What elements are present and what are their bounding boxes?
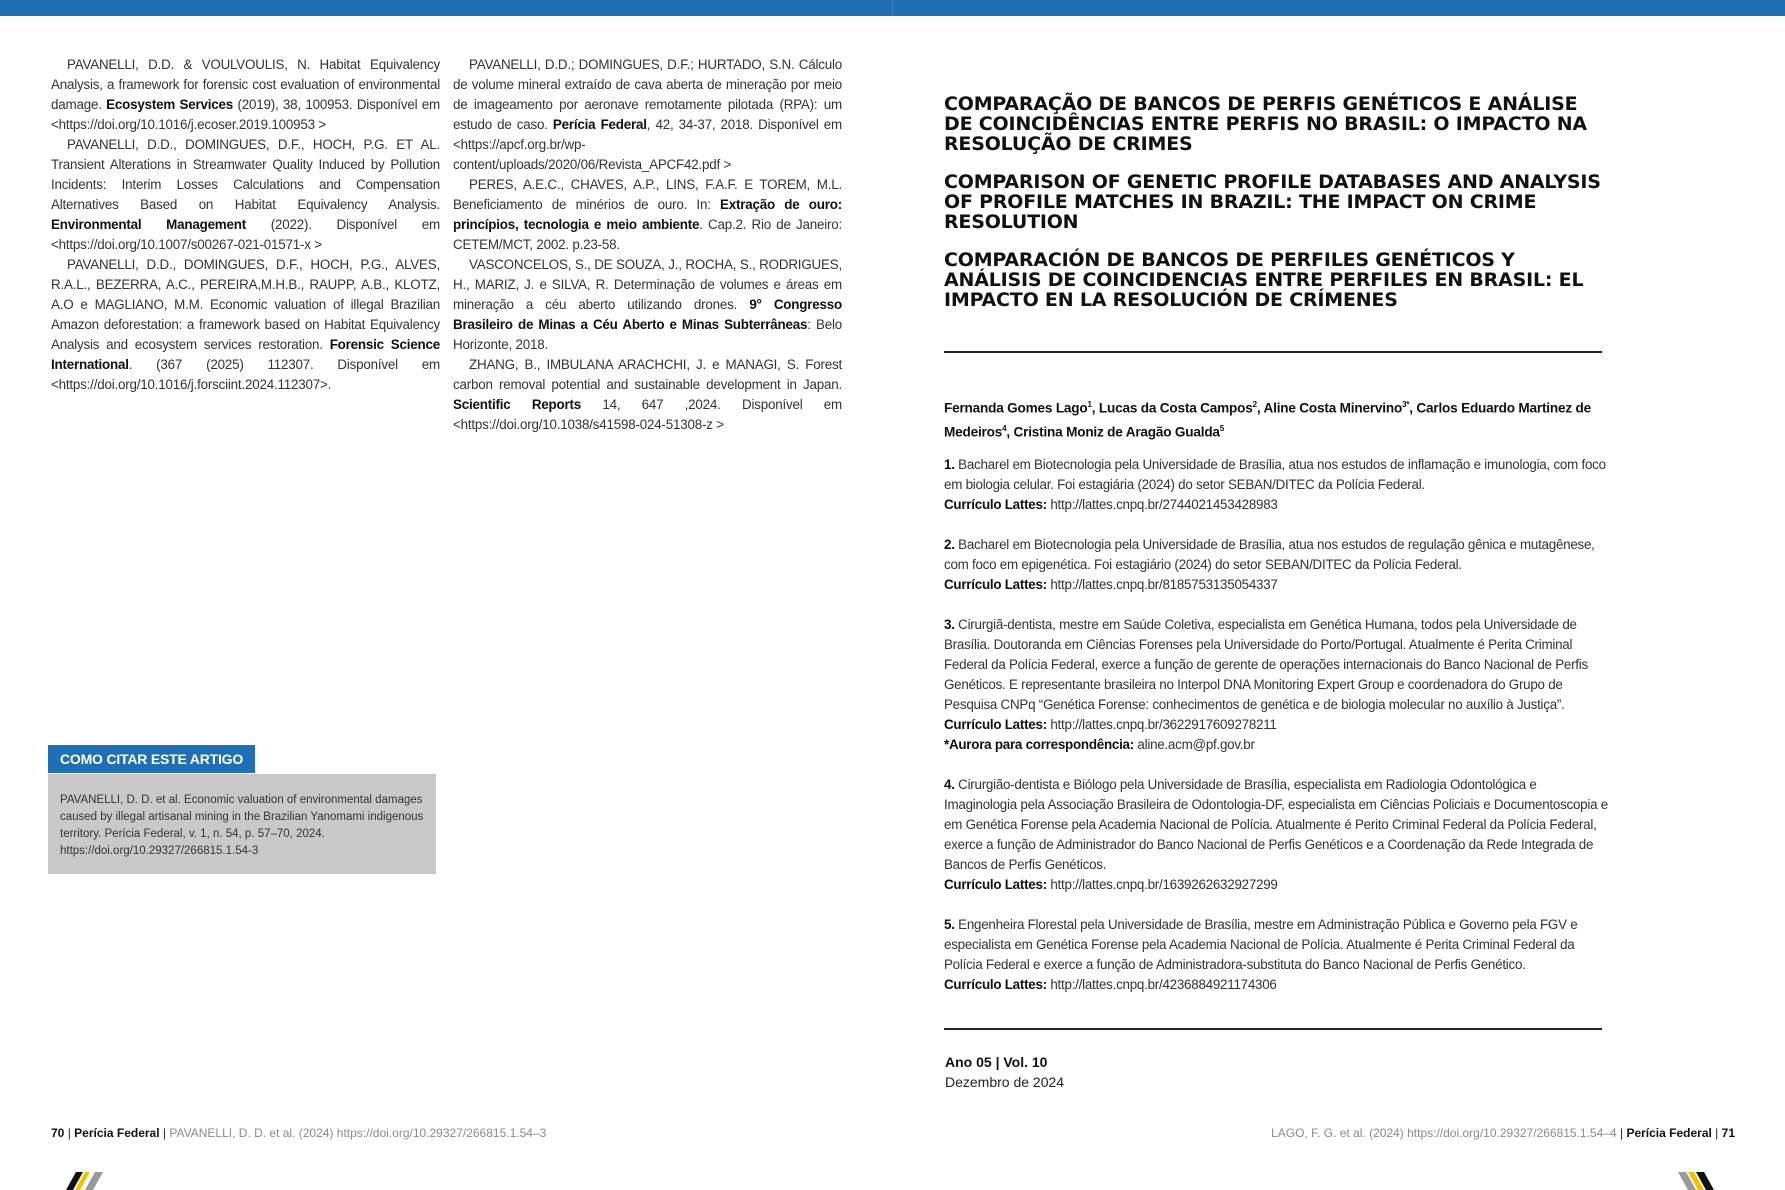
reference-entry: PAVANELLI, D.D.; DOMINGUES, D.F.; HURTADO, S.N. Cálculo de volume mineral extraído de cava aberta de mineração por meio de imageamento por aeronave remotamente pilotada (RPA): um estudo de caso. Perícia Federal, 42, 34-37, 2018. Disponível em <https://apcf.org.br/wp-content/uploads/2020/06/Revista_APCF42.pdf > [453, 57, 842, 172]
reference-entry: PAVANELLI, D.D., DOMINGUES, D.F., HOCH, P.G. ET AL. Transient Alterations in Streamwater Quality Induced by Pollution Incidents: Interim Losses Calculations and Compensation Alternatives Based on Habitat Equivalency Analysis. Environmental Management (2022). Disponível em <https://doi.org/10.1007/s00267-021-01571-x > [51, 137, 441, 252]
footer-separator: | [67, 1126, 71, 1140]
title-english: COMPARISON OF GENETIC PROFILE DATABASES AND ANALYSIS OF PROFILE MATCHES IN BRAZIL: THE IMPACT ON CRIME RESOLUTION [944, 171, 1601, 233]
footer-right [1271, 1126, 1735, 1140]
affiliation-5: 5. Engenheira Florestal pela Universidade de Brasília, mestre em Administração Pública e Governo pela FGV e especialista em Genética Forense pela Academia Nacional de Polícia. Atualmente é Perita Criminal Federal da Polícia Federal e exerce a função de Administradora-substituta do Banco Nacional de Perfis Genético. Currículo Lattes: http://lattes.cnpq.br/4236884921174306 [944, 917, 1578, 992]
page-number: 70 [51, 1126, 65, 1140]
affiliation-3: 3. Cirurgiã-dentista, mestre em Saúde Coletiva, especialista em Genética Humana, todos pela Universidade de Brasília. Doutoranda em Ciências Forenses pela Universidade do Porto/Portugal. Atualmente é Perita Criminal Federal da Polícia Federal, exerce a função de gerente de operações internacionais do Banco Nacional de Perfis Genéticos. E representante brasileira no Interpol DNA Monitoring Expert Group e coordenadora do Grupo de Pesquisa CNPq “Genética Forense: conhecimentos de genética e de biologia molecular no auxílio à Justiça”. Currículo Lattes: http://lattes.cnpq.br/3622917609278211 *Aurora para correspondência: aline.acm@pf.gov.br [944, 617, 1588, 752]
journal-name: Perícia Federal [74, 1126, 160, 1140]
stripes-logo-left [60, 1172, 114, 1190]
issue-volume: Ano 05 | Vol. 10 [945, 1054, 1048, 1070]
reference-entry: ZHANG, B., IMBULANA ARACHCHI, J. e MANAGI, S. Forest carbon removal potential and sustainable development in Japan. Scientific Reports 14, 647 ,2024. Disponível em <https://doi.org/10.1038/s41598-024-51308-z > [453, 357, 842, 432]
reference-entry: VASCONCELOS, S., DE SOUZA, J., ROCHA, S., RODRIGUES, H., MARIZ, J. e SILVA, R. Determinação de volumes e áreas em mineração a céu aberto utilizando drones. 9° Congresso Brasileiro de Minas a Céu Aberto e Minas Subterrâneas: Belo Horizonte, 2018. [453, 257, 842, 352]
cite-text: PAVANELLI, D. D. et al. Economic valuation of environmental damages caused by illegal artisanal mining in the Brazilian Yanomami indigenous territory. Perícia Federal, v. 1, n. 54, p. 57–70, 2024. https://doi.org/10.29327/266815.1.54-3 [48, 774, 436, 874]
divider-top [944, 351, 1602, 353]
author-name: Lucas da Costa Campos [1098, 400, 1253, 416]
title-spanish: COMPARACIÓN DE BANCOS DE PERFILES GENÉTICOS Y ANÁLISIS DE COINCIDENCIAS ENTRE PERFILES EN BRASIL: EL IMPACTO EN LA RESOLUCIÓN DE CRÍMENES [944, 249, 1584, 311]
author-name: Fernanda Gomes Lago [944, 400, 1088, 416]
top-color-bar [0, 0, 1785, 16]
reference-entry: PERES, A.E.C., CHAVES, A.P., LINS, F.A.F. E TOREM, M.L. Beneficiamento de minérios de ouro. In: Extração de ouro: princípios, tecnologia e meio ambiente. Cap.2. Rio de Janeiro: CETEM/MCT, 2002. p.23-58. [453, 177, 842, 252]
article-titles [944, 94, 1604, 328]
reference-entry: PAVANELLI, D.D., DOMINGUES, D.F., HOCH, P.G., ALVES, R.A.L., BEZERRA, A.C., PEREIRA,M.H.B., RAUPP, A.B., KLOTZ, A.O e MAGLIANO, M.M. Economic valuation of illegal Brazilian Amazon deforestation: a framework based on Habitat Equivalency Analysis and ecosystem services restoration. Forensic Science International. (367 (2025) 112307. Disponível em <https://doi.org/10.1016/j.forsciint.2024.112307>. [51, 257, 440, 392]
issue-info [945, 1052, 1064, 1092]
footer-left [51, 1126, 546, 1140]
email-link[interactable]: aline.acm@pf.gov.br [1133, 737, 1255, 752]
lattes-link[interactable]: http://lattes.cnpq.br/1639262632927299 [1046, 877, 1278, 892]
page-gutter [892, 0, 893, 16]
references-column-right [453, 55, 842, 435]
affiliation-2: 2. Bacharel em Biotecnologia pela Universidade de Brasília, atua nos estudos de regulação gênica e mutagênese, com foco em epigenética. Foi estagiário (2024) do setor SEBAN/DITEC da Polícia Federal. Currículo Lattes: http://lattes.cnpq.br/8185753135054337 [944, 537, 1595, 592]
affiliation-4: 4. Cirurgião-dentista e Biólogo pela Universidade de Brasília, especialista em Radiologia Odontológica e Imaginologia pela Associação Brasileira de Odontologia-DF, especialista em Ciências Policiais e Documentoscopia e em Genética Forense pela Academia Nacional de Polícia. Atualmente é Perito Criminal Federal da Polícia Federal, exerce a função de Administrador do Banco Nacional de Perfis Genéticos e a Coordenação da Rede Integrada de Bancos de Perfis Genéticos. Currículo Lattes: http://lattes.cnpq.br/1639262632927299 [944, 777, 1608, 892]
cite-heading: COMO CITAR ESTE ARTIGO [48, 745, 255, 773]
author-list: Fernanda Gomes Lago$^1$, Lucas da Costa Campos$^2$, Aline Costa Minervino$^{3*}$, Carlos Eduardo Martinez de Medeiros$^4$, Cristina Moniz de Aragão Gualda$^5$ [944, 400, 1591, 440]
author-name: Aline Costa Minervino [1263, 400, 1403, 416]
footer-separator: | [162, 1126, 167, 1140]
references-column-left [51, 55, 440, 395]
reference-entry: PAVANELLI, D.D. & VOULVOULIS, N. Habitat Equivalency Analysis, a framework for forensic cost evaluation of environmental damage. Ecosystem Services (2019), 38, 100953. Disponível em <https://doi.org/10.1016/j.ecoser.2019.100953 > [51, 57, 440, 132]
stripes-logo-right [1672, 1172, 1726, 1190]
title-portuguese: COMPARAÇÃO DE BANCOS DE PERFIS GENÉTICOS E ANÁLISE DE COINCIDÊNCIAS ENTRE PERFIS NO BRASIL: O IMPACTO NA RESOLUÇÃO DE CRIMES [944, 93, 1587, 155]
author-name: Carlos Eduardo Martinez de Medeiros [944, 400, 1591, 440]
issue-date: Dezembro de 2024 [945, 1074, 1065, 1090]
affiliation-1: 1. Bacharel em Biotecnologia pela Universidade de Brasília, atua nos estudos de inflamação e imunologia, com foco em biologia celular. Foi estagiária (2024) do setor SEBAN/DITEC da Polícia Federal. Currículo Lattes: http://lattes.cnpq.br/2744021453428983 [944, 457, 1606, 512]
lattes-link[interactable]: http://lattes.cnpq.br/3622917609278211 [1046, 717, 1277, 732]
footer-doi[interactable]: PAVANELLI, D. D. et al. (2024) https://doi.org/10.29327/266815.1.54–3 [169, 1126, 547, 1140]
author-name: Cristina Moniz de Aragão Gualda [1013, 424, 1220, 440]
lattes-link[interactable]: http://lattes.cnpq.br/4236884921174306 [1046, 977, 1277, 992]
journal-name: Perícia Federal [1626, 1126, 1712, 1140]
footer-separator: | [1619, 1126, 1624, 1140]
lattes-link[interactable]: http://lattes.cnpq.br/2744021453428983 [1046, 497, 1278, 512]
divider-bottom [944, 1028, 1602, 1030]
footer-doi[interactable]: LAGO, F. G. et al. (2024) https://doi.org/10.29327/266815.1.54–4 [1271, 1126, 1617, 1140]
page-number: 71 [1721, 1126, 1735, 1140]
footer-separator: | [1715, 1126, 1719, 1140]
lattes-link[interactable]: http://lattes.cnpq.br/8185753135054337 [1046, 577, 1278, 592]
